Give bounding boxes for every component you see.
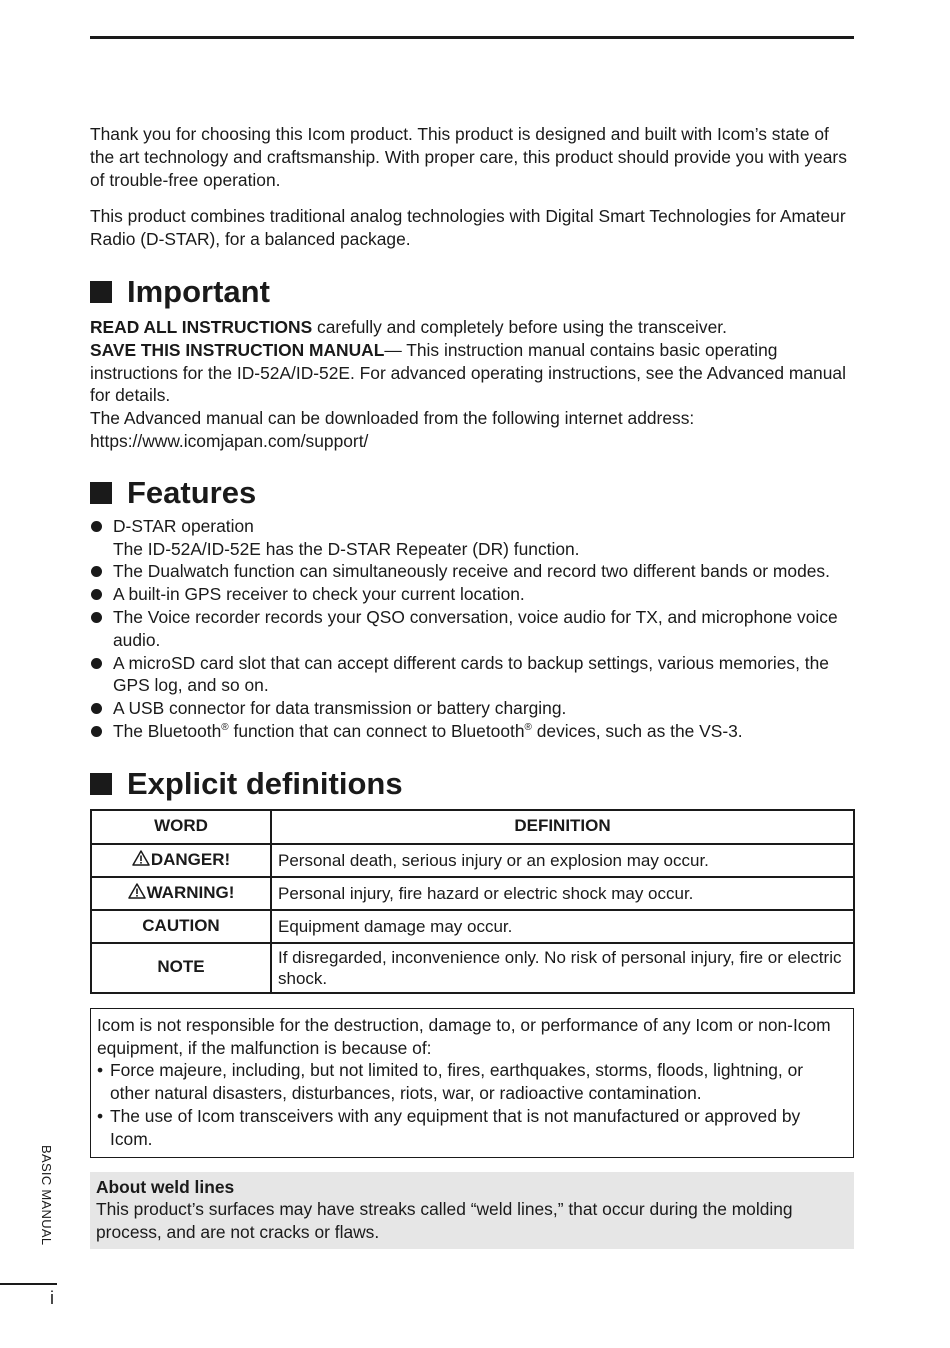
important-heading — [90, 273, 854, 311]
registered-mark: ® — [524, 722, 532, 734]
save-manual-bold: SAVE THIS INSTRUCTION MANUAL — [90, 339, 385, 360]
side-rule — [0, 1283, 57, 1285]
intro-paragraph-1: Thank you for choosing this Icom product. This product is designed and built with Icom’s state of the art technology and craftsmanship. With proper care, this product should provide you with years of trouble-free operation. — [90, 124, 847, 190]
page-number: i — [50, 1288, 54, 1308]
black-square-icon — [90, 281, 112, 303]
feature-item — [90, 515, 854, 561]
feature-item: A microSD card slot that can accept different cards to backup settings, various memories, the GPS log, and so on. — [90, 652, 854, 698]
registered-mark: ® — [221, 722, 229, 734]
warning-triangle-icon — [128, 883, 146, 899]
definition-cell: Equipment damage may occur. — [271, 910, 854, 943]
column-header-definition: DEFINITION — [271, 810, 854, 844]
definition-cell: Personal death, serious injury or an explosion may occur. — [271, 844, 854, 877]
support-url: https://www.icomjapan.com/support/ — [90, 430, 369, 451]
download-line: The Advanced manual can be downloaded from the following internet address: — [90, 408, 695, 429]
word-caution: CAUTION — [91, 910, 271, 943]
save-manual-rest: — This instruction manual contains basic operating instructions for the ID-52A/ID-52E. For advanced operating instructions, see the Advanced manual for details. — [90, 339, 846, 406]
page-content — [90, 123, 854, 1249]
top-rule — [90, 36, 854, 39]
word-warning: WARNING! — [146, 882, 235, 902]
weld-lines-note — [90, 1172, 854, 1249]
bluetooth-text-b: function that can connect to Bluetooth — [228, 720, 525, 741]
definition-cell: Personal injury, fire hazard or electric shock may occur. — [271, 877, 854, 910]
read-instructions-line — [90, 316, 854, 339]
intro-paragraph-2: This product combines traditional analog technologies with Digital Smart Technologies for Amateur Radio (D-STAR), for a balanced package. — [90, 206, 846, 250]
disclaimer-list — [97, 1059, 847, 1150]
feature-dstar: D-STAR operation — [113, 515, 254, 536]
word-danger: DANGER! — [150, 849, 231, 869]
feature-item: The Voice recorder records your QSO conversation, voice audio for TX, and microphone voice audio. — [90, 606, 854, 652]
word-cell — [91, 877, 271, 910]
feature-item-bluetooth — [90, 720, 854, 743]
features-list — [90, 515, 854, 743]
definitions-table — [90, 809, 855, 994]
definition-cell: If disregarded, inconvenience only. No risk of personal injury, fire or electric shock. — [271, 943, 854, 993]
table-row — [91, 943, 854, 993]
read-instructions-bold: READ ALL INSTRUCTIONS — [90, 316, 313, 337]
bluetooth-text-c: devices, such as the VS-3. — [531, 720, 743, 741]
disclaimer-item: • The use of Icom transceivers with any equipment that is not manufactured or approved by Icom. — [97, 1105, 847, 1151]
feature-dstar-detail: The ID-52A/ID-52E has the D-STAR Repeater (DR) function. — [113, 538, 580, 559]
disclaimer-text: Icom is not responsible for the destruction, damage to, or performance of any Icom or non-Icom equipment, if the malfunction is because of: — [97, 1014, 831, 1058]
table-row — [91, 910, 854, 943]
bluetooth-text-a: The Bluetooth — [113, 720, 222, 741]
word-note: NOTE — [91, 943, 271, 993]
table-row — [91, 877, 854, 910]
important-heading-text: Important — [127, 273, 270, 309]
column-header-word: WORD — [91, 810, 271, 844]
black-square-icon — [90, 482, 112, 504]
features-heading-text: Features — [127, 474, 257, 510]
disclaimer-item: • Force majeure, including, but not limited to, fires, earthquakes, storms, floods, lightning, or other natural disasters, disturbances, riots, war, or radioactive contamination. — [97, 1059, 847, 1105]
save-manual-line — [90, 339, 854, 407]
weld-lines-title: About weld lines — [96, 1176, 235, 1197]
feature-item: A USB connector for data transmission or battery charging. — [90, 697, 854, 720]
feature-item: The Dualwatch function can simultaneously receive and record two different bands or modes. — [90, 560, 854, 583]
table-row — [91, 844, 854, 877]
feature-item: A built-in GPS receiver to check your current location. — [90, 583, 854, 606]
weld-lines-text: This product’s surfaces may have streaks called “weld lines,” that occur during the molding process, and are not cracks or flaws. — [96, 1199, 793, 1243]
warning-triangle-icon — [132, 850, 150, 866]
side-label: BASIC MANUAL — [39, 1145, 54, 1246]
disclaimer-box — [90, 1008, 854, 1158]
read-instructions-rest: carefully and completely before using the transceiver. — [312, 316, 727, 337]
features-heading — [90, 474, 854, 512]
black-square-icon — [90, 773, 112, 795]
explicit-definitions-heading-text: Explicit definitions — [127, 765, 403, 801]
word-cell — [91, 844, 271, 877]
explicit-definitions-heading — [90, 765, 854, 803]
